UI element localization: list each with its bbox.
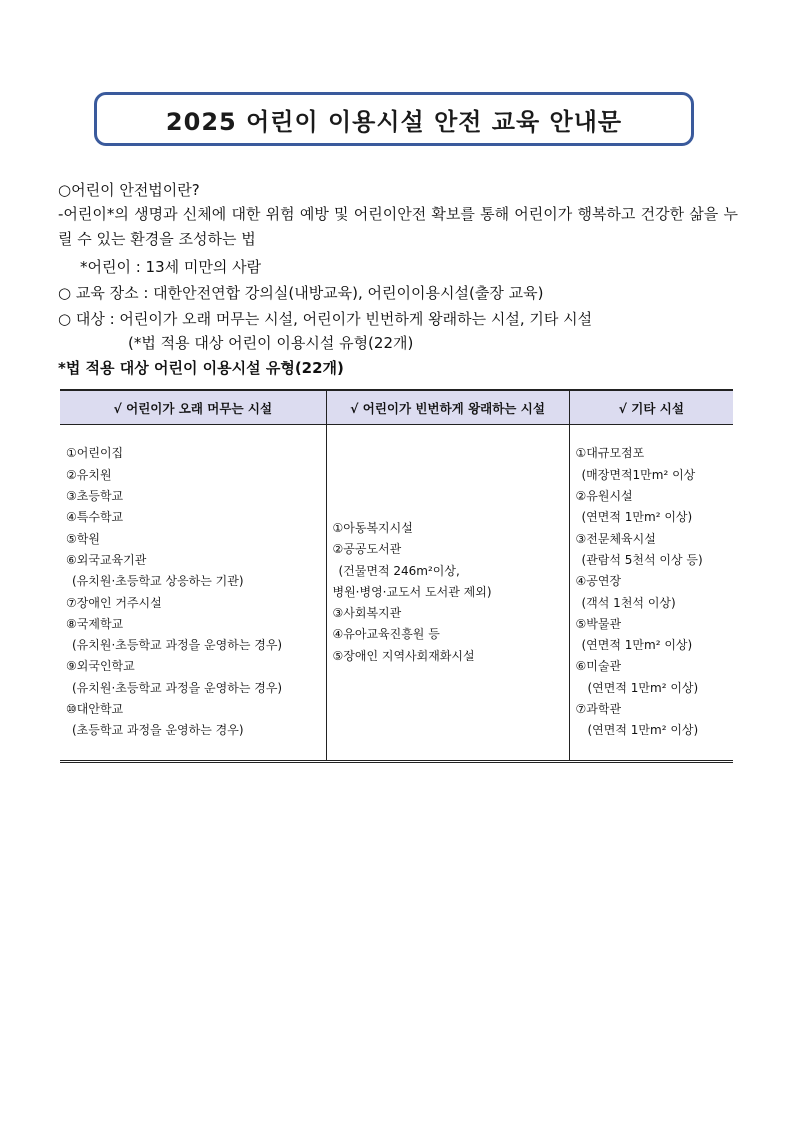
table-header-row [60,390,733,425]
other-cell [569,425,733,762]
list-item: ⑤학원 [66,531,100,546]
list-item: ②유원시설 [575,489,633,504]
list-item: ④특수학교 [66,510,124,525]
frequent-visit-list [333,518,569,667]
header-long-stay: √ 어린이가 오래 머무는 시설 [60,390,326,425]
law-definition: -어린이*의 생명과 신체에 대한 위험 예방 및 어린이안전 확보를 통해 어린이가 행복하고 건강한 삶을 누릴 수 있는 환경을 조성하는 법 [58,205,738,248]
frequent-visit-cell [326,425,569,762]
long-stay-cell [60,425,326,762]
list-item: ③전문체육시설 [575,531,656,546]
list-item: ①어린이집 [66,446,124,461]
list-item-note: (유치원·초등학교 과정을 운영하는 경우) [72,680,283,695]
list-item-note: 병원·병영·교도서 도서관 제외) [332,584,492,599]
list-item: ⑦과학관 [575,701,622,716]
list-item: ③사회복지관 [332,606,402,621]
list-item-note: (매장면적1만m² 이상 [581,467,696,482]
list-item: ①아동복지시설 [332,520,413,535]
list-item: ②공공도서관 [332,542,402,557]
list-item: ③초등학교 [66,489,124,504]
child-age-note: *어린이 : 13세 미만의 사람 [80,258,262,276]
list-item-note: (연면적 1만m² 이상) [581,638,693,653]
list-item-note: (관람석 5천석 이상 등) [581,552,703,567]
title-box [94,92,694,146]
intro-question: ○어린이 안전법이란? [58,181,200,199]
header-frequent-visit: √ 어린이가 빈번하게 왕래하는 시설 [326,390,569,425]
list-item: ⑩대안학교 [66,701,124,716]
education-target: ○ 대상 : 어린이가 오래 머무는 시설, 어린이가 빈번하게 왕래하는 시설, 기타 시설 [58,310,593,328]
other-list [576,443,734,741]
list-item: ⑨외국인학교 [66,659,135,674]
header-other: √ 기타 시설 [569,390,733,425]
list-item: ⑥외국교육기관 [66,552,147,567]
list-item-note: (유치원·초등학교 상응하는 기관) [72,574,244,589]
list-item: ⑤장애인 지역사회재화시설 [332,648,475,663]
list-item-note: (연면적 1만m² 이상) [587,723,699,738]
education-place: ○ 교육 장소 : 대한안전연합 강의실(내방교육), 어린이이용시설(출장 교육) [58,284,544,302]
list-item: ⑦장애인 거주시설 [66,595,162,610]
table-row [60,425,733,762]
list-item: ①대규모점포 [575,446,645,461]
list-item: ②유치원 [66,467,112,482]
list-item: ④공연장 [575,574,622,589]
list-item: ④유아교육진흥원 등 [332,627,440,642]
list-item-note: (유치원·초등학교 과정을 운영하는 경우) [72,638,283,653]
page-title: 2025 어린이 이용시설 안전 교육 안내문 [165,107,623,136]
list-item: ⑧국제학교 [66,616,124,631]
list-item: ⑥미술관 [575,659,622,674]
target-note: (*법 적용 대상 어린이 이용시설 유형(22개) [128,334,414,352]
list-item-note: (초등학교 과정을 운영하는 경우) [72,723,244,738]
long-stay-list [66,443,326,741]
table-heading: *법 적용 대상 어린이 이용시설 유형(22개) [58,359,344,377]
list-item-note: (연면적 1만m² 이상) [587,680,699,695]
list-item-note: (연면적 1만m² 이상) [581,510,693,525]
list-item: ⑤박물관 [575,616,622,631]
list-item-note: (객석 1천석 이상) [581,595,676,610]
facility-table [60,389,733,763]
list-item-note: (건물면적 246m²이상, [338,563,460,578]
